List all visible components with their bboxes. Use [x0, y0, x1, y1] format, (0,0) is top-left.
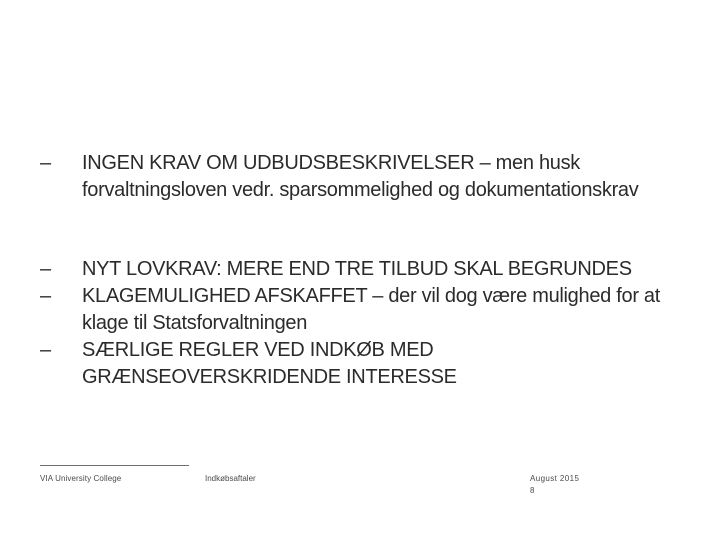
bullet-list-bottom: [40, 256, 680, 391]
dash-bullet-marker: –: [40, 258, 51, 280]
footer-divider: [40, 465, 189, 466]
bullet-text: NYT LOVKRAV: MERE END TRE TILBUD SKAL BEGRUNDES: [82, 258, 632, 280]
bullet-text: INGEN KRAV OM UDBUDSBESKRIVELSER – men husk forvaltningsloven vedr. sparsommelighed og dokumentationskrav: [82, 152, 639, 201]
footer-date: August 2015: [530, 474, 580, 483]
bullet-item: [40, 337, 680, 391]
page-number: 8: [530, 486, 535, 495]
bullet-item: [40, 256, 680, 283]
bullet-text: KLAGEMULIGHED AFSKAFFET – der vil dog være mulighed for at klage til Statsforvaltningen: [82, 285, 661, 334]
bullet-list-top: [40, 150, 680, 204]
bullet-item: [40, 283, 680, 337]
footer-brand: VIA University College: [40, 474, 122, 483]
bullet-item: [40, 150, 680, 204]
dash-bullet-marker: –: [40, 152, 51, 174]
dash-bullet-marker: –: [40, 339, 51, 361]
bullet-text: SÆRLIGE REGLER VED INDKØB MED GRÆNSEOVERSKRIDENDE INTERESSE: [82, 339, 457, 388]
dash-bullet-marker: –: [40, 285, 51, 307]
footer-topic: Indkøbsaftaler: [205, 474, 256, 483]
